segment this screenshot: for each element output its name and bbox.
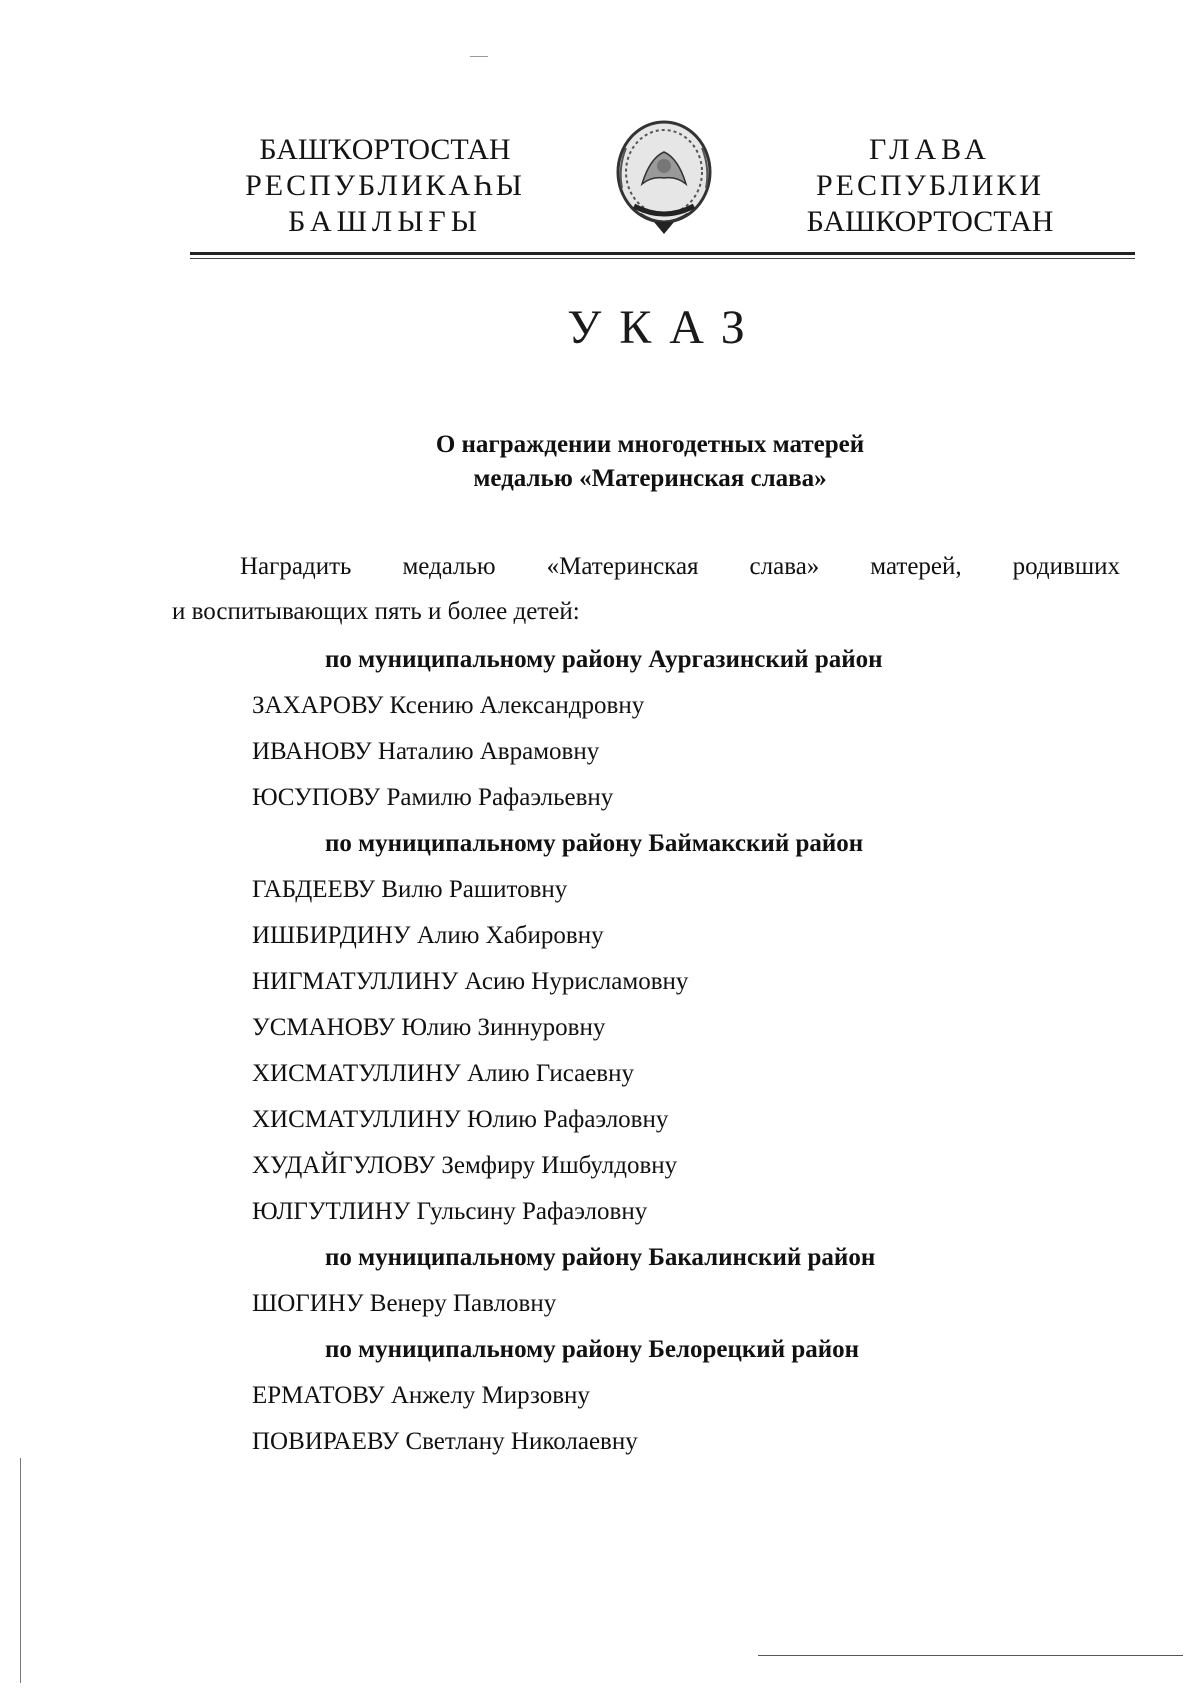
- header-right-line-1: ГЛАВА: [869, 133, 991, 166]
- scan-speck: [470, 56, 488, 57]
- header-left-line-2: РЕСПУБЛИКАҺЫ: [245, 169, 525, 202]
- intro-line-2: и воспитывающих пять и более детей:: [172, 598, 580, 625]
- header-divider-thick: [190, 252, 1135, 255]
- intro-word: матерей,: [870, 553, 962, 580]
- awardee-name: ШОГИНУ Венеру Павловну: [252, 1290, 557, 1317]
- awardee-name: ЮСУПОВУ Рамилю Рафаэльевну: [252, 784, 614, 811]
- subject-line-2: медалью «Материнская слава»: [473, 465, 827, 492]
- awardee-name: НИГМАТУЛЛИНУ Асию Нурисламовну: [252, 968, 689, 995]
- district-heading: по муниципальному району Белорецкий район: [325, 1336, 860, 1363]
- awardee-name: ХИСМАТУЛЛИНУ Алию Гисаевну: [252, 1060, 634, 1087]
- header-right-line-2: РЕСПУБЛИКИ: [815, 169, 1045, 202]
- decree-subject: [320, 428, 980, 496]
- awardee-name: ХИСМАТУЛЛИНУ Юлию Рафаэловну: [252, 1106, 669, 1133]
- awardee-name: ГАБДЕЕВУ Вилю Рашитовну: [252, 876, 568, 903]
- district-heading: по муниципальному району Бакалинский район: [325, 1244, 876, 1271]
- district-heading: по муниципальному району Аургазинский район: [325, 646, 883, 673]
- header-left-bashkir: [225, 132, 545, 240]
- intro-word: медалью: [402, 553, 496, 580]
- intro-word: слава»: [749, 553, 820, 580]
- intro-word: «Материнская: [546, 553, 699, 580]
- coat-of-arms-emblem: [610, 118, 718, 238]
- scan-bottom-mark: [758, 1655, 1183, 1656]
- header-right-russian: [780, 132, 1080, 240]
- intro-word: родивших: [1012, 553, 1120, 580]
- header-divider-thin: [190, 258, 1135, 259]
- awardee-name: УСМАНОВУ Юлию Зиннуровну: [252, 1014, 606, 1041]
- awardee-name: ИШБИРДИНУ Алию Хабировну: [252, 922, 604, 949]
- intro-line-1: [240, 552, 1120, 582]
- intro-word: Наградить: [240, 553, 352, 580]
- awardee-name: ЗАХАРОВУ Ксению Александровну: [252, 692, 645, 719]
- awardee-name: ЕРМАТОВУ Анжелу Мирзовну: [252, 1382, 590, 1409]
- subject-line-1: О награждении многодетных матерей: [435, 431, 865, 458]
- awardee-name: ЮЛГУТЛИНУ Гульсину Рафаэловну: [252, 1198, 648, 1225]
- award-list: [0, 637, 1200, 1465]
- header-right-line-3: БАШКОРТОСТАН: [806, 205, 1054, 238]
- awardee-name: ИВАНОВУ Наталию Аврамовну: [252, 738, 600, 765]
- awardee-name: ХУДАЙГУЛОВУ Земфиру Ишбулдовну: [252, 1152, 678, 1179]
- scan-edge-mark: [20, 1458, 21, 1683]
- district-heading: по муниципальному району Баймакский район: [325, 830, 864, 857]
- awardee-name: ПОВИРАЕВУ Светлану Николаевну: [252, 1428, 638, 1455]
- decree-title: УКАЗ: [567, 301, 763, 354]
- header-left-line-1: БАШҠОРТОСТАН: [259, 133, 511, 166]
- header-left-line-3: БАШЛЫҒЫ: [288, 205, 482, 238]
